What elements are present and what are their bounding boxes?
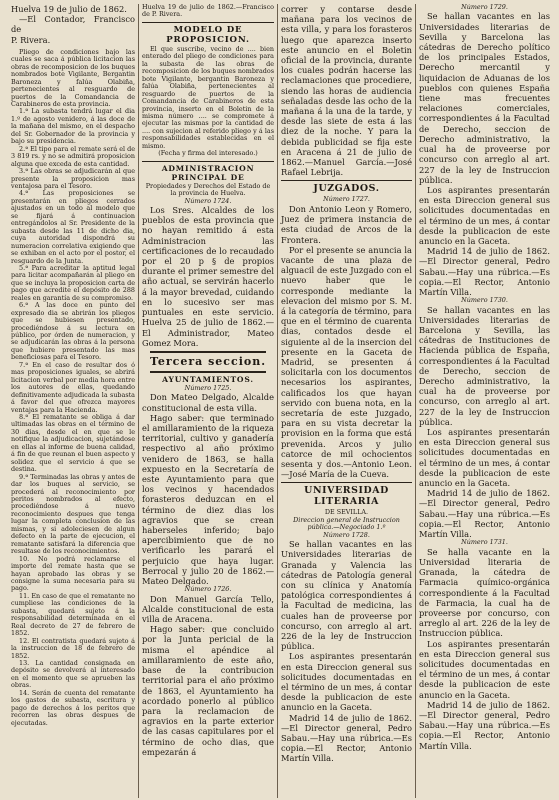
- admin-title: ADMINISTRACION PRINCIPAL DE: [161, 163, 255, 182]
- dateline: Huelva 19 de julio de 1862.—Francisco de P. Rivera.: [142, 4, 274, 19]
- clause-item: 9.ª Terminadas las obras y antes de dar los buques al servicio, se procederá al reconocimiento por peritos nombrados al efecto, procediéndose á nuevo reconocimiento despues que tenga lugar la completa conclusion de las mismas, y si adoleciesen de algun defecto en la parte de ejecucion, el rematante satisfará la diferencia que resultase de los reconocimientos.: [11, 472, 135, 556]
- text-1726: Don Manuel García Tello, Alcalde constitucional de esta villa de Aracena.: [142, 593, 274, 625]
- header-line-1: Huelva 19 de julio de 1862.: [11, 4, 127, 14]
- modelo-title: MODELO DE PROPOSICION.: [166, 24, 250, 45]
- admin-number: Número 1724.: [184, 196, 232, 205]
- divider: [281, 482, 412, 483]
- text-1731b: Los aspirantes presentarán en esta Direccion general sus solicitudes documentadas en el término de un mes, á contar desde la publicacion de este anuncio en la Gaceta.: [419, 638, 550, 700]
- number-1731: Número 1731.: [461, 538, 508, 547]
- column-3: [277, 4, 415, 798]
- column-4: [415, 4, 553, 798]
- section-rule: [150, 371, 266, 373]
- divider: [281, 180, 412, 181]
- clause-item: 5.ª Para acreditar la aptitud legal para licitar acompañarán al pliego en que se incluya la proposicion carta de pago que acredite el depósito de 288 reales en garantía de su compromiso.: [11, 263, 135, 302]
- clause-item: 8.ª El rematante se obliga á dar ultimadas las obras en el término de 30 dias, desde el en que se le notifique la adjudicacion, sujetándose en ellas al informe de buena calidad, á fin de que reunan el buen aspecto y solidez que el servicio á que se destina.: [11, 413, 135, 474]
- header-line-2: —El Contador, Francisco de: [11, 14, 135, 35]
- text-1729: Se hallan vacantes en las Universidades literarias de Sevilla y Barcelona las cátedras de Derecho político de los principales Estados, Derecho mercantil y liquidacion de Aduanas de los pueblos con quienes España tiene mas frecuentes relaciones comerciales, correspondientes á la Facultad de Derecho, seccion de Derecho administrativo, la cual ha de proveerse por concurso con arreglo al art. 227 de la ley de Instruccion pública.: [419, 11, 550, 185]
- admin-text: Los Sres. Alcaldes de los pueblos de esta provincia que no hayan remitido á esta Administracion las certificaciones de lo recaudado por el 20 p § de propios durante el primer semestre del año actual, se servirán hacerlo á la mayor brevedad, cuidando en lo sucesivo ser mas puntuales en este servicio. Huelva 25 de julio de 1862.—El Administrador, Mateo Gomez Mora.: [142, 205, 274, 348]
- number-1728: Número 1728.: [323, 530, 370, 539]
- clause-item: 13. La cantidad consignada en depósito se devolverá al interesado en el momento que se aprueben las obras.: [11, 658, 135, 690]
- clause-item: 14. Serán de cuenta del rematante los gastos de subasta, escritura y pago de derechos á los peritos que recorren las obras despues de ejecutadas.: [11, 688, 135, 727]
- clause-item: 3.ª Las obras se adjudicarán al que presente la proposicion mas ventajosa para el Tesoro.: [11, 167, 135, 190]
- text-1731c: Madrid 14 de julio de 1862.—El Director general, Pedro Sabau.—Hay una rúbrica.—Es copia.—El Rector, Antonio Martín Villa.: [419, 699, 550, 751]
- number-1727: Número 1727.: [323, 195, 370, 204]
- clause-item: 12. El contratista quedará sujeto á la instruccion de 18 de febrero de 1852.: [11, 636, 135, 660]
- admin-subtitle: Propiedades y Derechos del Estado de la provincia de Huelva.: [145, 181, 271, 198]
- section-title-tercera: Tercera seccion.: [149, 354, 267, 368]
- text-1729b: Los aspirantes presentarán en esta Direccion general sus solicitudes documentadas en el término de un mes, á contar desde la publicacion de este anuncio en la Gaceta.: [419, 184, 550, 246]
- header-line-3: P. Rivera.: [11, 34, 51, 45]
- clause-item: 2.ª El tipo para el remate será el de 3 819 rs. y no se admitirá proposicion alguna que exceda de esta cantidad.: [11, 144, 135, 168]
- text-1729c: Madrid 14 de julio de 1862.—El Director general, Pedro Sabau.—Hay una rúbrica.—Es copia.—El Rector, Antonio Martín Villa.: [419, 246, 550, 297]
- universidad-subtitle: DE SEVILLA.: [324, 508, 369, 517]
- ayuntamientos-title: AYUNTAMIENTOS.: [162, 374, 254, 384]
- modelo-sign: (Fecha y firma del interesado.): [158, 149, 258, 158]
- column-layout: [8, 4, 553, 798]
- number-1725: Número 1725.: [184, 383, 232, 392]
- number-1730: Número 1730.: [461, 296, 508, 305]
- section-rule: [150, 351, 266, 353]
- divider: [142, 22, 274, 23]
- modelo-text: El que suscribe, vecino de .... bien enterado del pliego de condiciones para la subasta de las obras de recomposicion de los buques nombrados bote Vigilante, bergantin Baroneza y falúa Olabiña, pertenecientes al resguardo de puertos de la Comandancia de Carabineros de esta provincia, inserto en el Boletin de la misma número .... se compromete á ejecutar las mismas por la cantidad de .... con sujecion al referido pliego y á las responsabilidades establecidas en el mismo.: [142, 44, 275, 150]
- text-1730: Se hallan vacantes en las Universidades literarias de Barcelona y Sevilla, las cátedras de Instituciones de Hacienda pública de España, correspondientes á la Facultad de Derecho, seccion de Derecho administrativo, la cual ha de proveerse por concurso, con arreglo al art. 227 de la ley de Instruccion pública.: [419, 304, 550, 427]
- juzgados-title: JUZGADOS.: [313, 183, 380, 195]
- text-1726-cont: correr y contarse desde mañana para los vecinos de esta villa, y para los forasteros luego que aparezca inserto este anuncio en el Boletin oficial de la provincia, durante los cuales podrán hacerse las reclamaciones que procediere, siendo las horas de audiencia señaladas desde las ocho de la mañana á la una de la tarde, y desde las siete de esta á las diez de la noche. Y para la debida publicidad se fija este en Aracena á 21 de julio de 1862.—Manuel García.—José Rafael Lebrija.: [281, 4, 412, 178]
- text-1727b: Por el presente se anuncia la vacante de una plaza de alguacil de este Juzgado con el nuevo haber que le corresponde mediante la elevacion del mismo por S. M. á la categoría de término, para que en el término de cuarenta dias, contados desde el siguiente al de la insercion del presente en la Gaceta de Madrid, se presenten á solicitarla con los documentos necesarios los aspirantes, calificados los que hayan servido con buena nota, en la secretaría de este Juzgado, para en su vista decretar la provision en la forma que está prevenida. Arcos y julio catorce de mil ochocientos sesenta y dos.—Antonio Leon.—José María de la Cueva.: [281, 244, 412, 480]
- text-1725b: Hago saber: que terminado el amillaramiento de la riqueza territorial, cultivo y ganadería respectivo al año próximo venidero de 1863, se halla expuesto en la Secretaría de este Ayuntamiento para que los vecinos y hacendados forasteros deduzcan en el término de diez dias los agravios que se crean haberseles inferido; bajo apercibimiento que de no verificarlo les parará el perjuicio que haya lugar. Berrocal y julio 20 de 1862.—Mateo Delgado.: [142, 412, 274, 587]
- clause-item: 11. En caso de que el rematante no cumpliese las condiciones de la subasta, quedará sujeto á la responsabilidad determinada en el Real decreto de 27 de febrero de 1852.: [11, 591, 135, 638]
- clause-item: 10. No podrá reclamarse el importe del remate hasta que se hayan aprobado las obras y se consigne la suma necesaria para su pago.: [11, 554, 135, 593]
- clause-item: 1.ª La subasta tendrá lugar el dia 1.º de agosto venidero, á las doce de la mañana del mismo, en el despacho del Sr. Gobernador de la provincia y bajo su presidencia.: [11, 107, 135, 146]
- pliego-intro: Pliego de condiciones bajo las cuales se saca á pública licitacion las obras de recomposicion de los buques nombrados bote Vigilante, Bergantin Baroneza y falúa Olabiña, pertenecientes al resguardo de puertos de la Comandancia de Carabineros de esta provincia.: [11, 47, 135, 108]
- text-1727a: Don Antonio Leon y Romero, Juez de primera instancia de esta ciudad de Arcos de la Frontera.: [281, 203, 412, 245]
- clause-item: 7.ª En el caso de resultar dos ó mas proposiciones iguales, se abrirá licitacion verbal por media hora entre los autores de ellas, quedando definitivamente adjudicada la subasta á favor del que ofrezca mayores ventajas para la Hacienda.: [11, 360, 135, 414]
- number-1726: Número 1726.: [184, 585, 232, 594]
- direccion-general: Direccion general de Instruccion pública.—Negociado 1.º: [293, 515, 400, 532]
- column-1: [8, 4, 138, 798]
- text-1730b: Los aspirantes presentarán en esta Direccion general sus solicitudes documentadas en el término de un mes, á contar desde la publicacion de este anuncio en la Gaceta.: [419, 427, 550, 489]
- text-1728: Se hallan vacantes en las Universidades literarias de Granada y Valencia las cátedras de Patología general con su clínica y Anatomía patológica correspondientes á la Facultad de medicina, las cuales han de proveerse por concurso, con arreglo al art. 226 de la ley de Instruccion pública.: [281, 539, 412, 652]
- universidad-title: UNIVERSIDAD LITERARIA: [304, 485, 389, 508]
- column-2: [138, 4, 277, 798]
- clause-item: 6.ª A las doce en punto del expresado dia se abrirán los pliegos que se hubiesen presentado, procediéndose á su lectura en público, por órden de numeracion, y se adjudicarán las obras á la persona que hubiere presentado las mas beneficiosas para el Tesoro.: [11, 301, 135, 362]
- clause-item: 4.ª Las proposiciones se presentarán en pliegos cerrados ajustados en un todo al modelo que se fijará á continuacion entregándolos al Sr. Presidente de la subasta desde las 11 de dicho dia, cuya autoridad dispondrá su numeracion correlativa exigiendo que se exhiban en el acto por el postor, el resguardo de la Junta.: [11, 189, 135, 265]
- text-1728b: Los aspirantes presentarán en esta Direccion general sus solicitudes documentadas en el término de un mes, á contar desde la publicacion de este anuncio en la Gaceta.: [281, 651, 412, 713]
- divider: [142, 161, 274, 162]
- clause-list: [11, 108, 135, 727]
- text-1725: Don Mateo Delgado, Alcalde constitucional de esta villa.: [142, 392, 274, 413]
- text-1728c: Madrid 14 de julio de 1862.—El Director general, Pedro Sabau.—Hay una rúbrica.—Es copia.—El Rector, Antonio Martín Villa.: [281, 712, 412, 764]
- text-1726b: Hago saber: que concluido por la Junta pericial de la misma el apéndice al amillaramiento de este año, base de la contribucion territorial para el año próximo de 1863, el Ayuntamiento ha acordado ponerlo al público para la reclamacion de agravios en la parte exterior de las casas capitulares por el término de ocho dias, que empezarán á: [142, 624, 274, 757]
- text-1730c: Madrid 14 de julio de 1862.—El Director general, Pedro Sabau.—Hay una rúbrica.—Es copia.—El Rector, Antonio Martín Villa.: [419, 488, 550, 540]
- number-1729: Número 1729.: [461, 4, 508, 11]
- text-1731: Se halla vacante en la Universidad literaria de Granada, la cátedra de Farmacia químico-orgánica correspondiente á la Facultad de Farmacia, la cual ha de proveerse por concurso, con arreglo al art. 226 de la ley de Instruccion pública.: [419, 546, 550, 639]
